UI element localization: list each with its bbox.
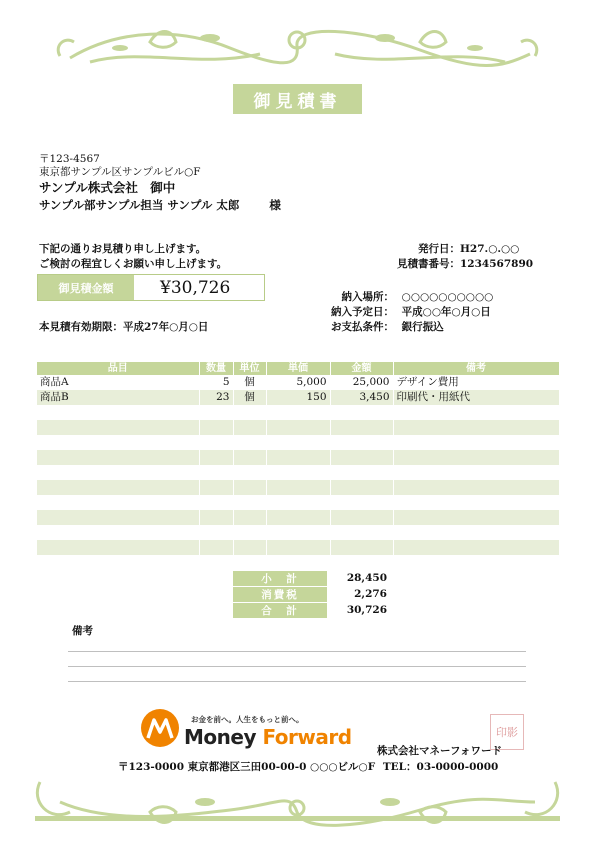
cell-unit-price: [266, 450, 330, 465]
cell-note: 印刷代・用紙代: [393, 390, 559, 405]
cell-item: [37, 480, 199, 495]
cell-unit-price: [266, 555, 330, 570]
cell-unit-price: 5,000: [266, 375, 330, 390]
cell-amount: [330, 525, 393, 540]
delivery-date-value: 平成○○年○月○日: [401, 306, 491, 318]
table-row: [37, 495, 559, 510]
cell-item: 商品B: [37, 390, 199, 405]
issuer-address: 〒123-0000 東京都港区三田00-00-0 ○○○ビル○F: [118, 761, 376, 773]
cell-quantity: [199, 510, 233, 525]
logo-forward-text: Forward: [262, 725, 352, 749]
issuer-company: 株式会社マネーフォワード: [377, 745, 502, 757]
cell-unit: [233, 525, 266, 540]
cell-unit-price: [266, 495, 330, 510]
payment-terms-label: お支払条件：: [331, 321, 394, 333]
table-row: [37, 555, 559, 570]
table-row: [37, 420, 559, 435]
logo-money-text: Money: [184, 725, 256, 749]
recipient-company: サンプル株式会社: [39, 180, 138, 195]
header-quantity: 数量: [199, 362, 233, 375]
cell-note: [393, 555, 559, 570]
delivery-place-label: 納入場所：: [341, 291, 394, 303]
cell-quantity: [199, 480, 233, 495]
cell-amount: [330, 555, 393, 570]
table-row: [37, 540, 559, 555]
cell-quantity: [199, 435, 233, 450]
cell-item: [37, 495, 199, 510]
cell-unit-price: [266, 420, 330, 435]
cell-unit: 個: [233, 390, 266, 405]
items-table: [37, 362, 560, 570]
cell-note: [393, 495, 559, 510]
cell-unit: [233, 435, 266, 450]
estimate-number-row: [385, 256, 533, 271]
header-amount: 金額: [330, 362, 393, 375]
cell-amount: [330, 435, 393, 450]
cell-quantity: [199, 540, 233, 555]
cell-item: [37, 555, 199, 570]
recipient-company-line: [39, 181, 175, 194]
delivery-place-row: [318, 289, 493, 304]
tax-value: 2,276: [354, 588, 387, 600]
cell-unit: 個: [233, 375, 266, 390]
money-forward-logo-icon: [140, 708, 180, 748]
cell-quantity: [199, 495, 233, 510]
recipient-address: 東京都サンプル区サンプルビル○F: [39, 166, 201, 178]
header-item: 品目: [37, 362, 199, 375]
cell-quantity: 23: [199, 390, 233, 405]
subtotal-row: [233, 571, 389, 586]
cell-quantity: 5: [199, 375, 233, 390]
cell-amount: [330, 540, 393, 555]
total-value: 30,726: [346, 604, 387, 616]
total-row: [233, 603, 389, 618]
cell-unit: [233, 555, 266, 570]
cell-note: [393, 450, 559, 465]
cell-note: [393, 465, 559, 480]
cell-quantity: [199, 525, 233, 540]
bottom-ornament: [0, 772, 595, 834]
cell-item: [37, 435, 199, 450]
table-row: [37, 510, 559, 525]
cell-quantity: [199, 405, 233, 420]
top-ornament: [0, 18, 595, 76]
remarks-label: 備考: [72, 625, 93, 637]
cell-item: [37, 525, 199, 540]
cell-note: [393, 435, 559, 450]
cell-amount: 25,000: [330, 375, 393, 390]
validity-row: [39, 319, 208, 334]
cell-item: [37, 540, 199, 555]
table-row: [37, 405, 559, 420]
header-unit-price: 単価: [266, 362, 330, 375]
cell-item: 商品A: [37, 375, 199, 390]
remarks-line-1: [68, 651, 526, 652]
cell-quantity: [199, 465, 233, 480]
tax-row: [233, 587, 389, 602]
estimate-amount-box: [37, 274, 265, 301]
payment-terms-row: [318, 319, 444, 334]
cell-unit-price: [266, 540, 330, 555]
subtotal-value: 28,450: [346, 572, 387, 584]
validity-label: 本見積有効期限：: [39, 321, 123, 333]
cell-unit: [233, 405, 266, 420]
remarks-line-3: [68, 681, 526, 682]
cell-note: [393, 525, 559, 540]
cell-note: [393, 510, 559, 525]
cell-item: [37, 510, 199, 525]
items-table-header: [37, 362, 559, 375]
recipient-honorific: 様: [269, 198, 281, 212]
issuer-logo-wordmark: [184, 725, 352, 749]
cell-unit: [233, 495, 266, 510]
cell-unit: [233, 420, 266, 435]
cell-quantity: [199, 420, 233, 435]
recipient-person: サンプル部サンプル担当 サンプル 太郎: [39, 198, 240, 212]
recipient-company-suffix: 御中: [150, 180, 176, 195]
header-note: 備考: [393, 362, 559, 375]
issue-date-label: 発行日：: [418, 243, 460, 255]
cell-note: デザイン費用: [393, 375, 559, 390]
cell-unit-price: 150: [266, 390, 330, 405]
table-row: [37, 435, 559, 450]
cell-unit-price: [266, 435, 330, 450]
seal-stamp: 印影: [490, 714, 524, 750]
cell-amount: [330, 480, 393, 495]
cell-unit-price: [266, 510, 330, 525]
cell-unit: [233, 465, 266, 480]
cell-note: [393, 420, 559, 435]
estimate-number-value: 1234567890: [460, 258, 534, 270]
cell-unit-price: [266, 405, 330, 420]
cell-unit: [233, 450, 266, 465]
cell-amount: [330, 405, 393, 420]
remarks-line-2: [68, 666, 526, 667]
estimate-amount-label: 御見積金額: [38, 275, 134, 300]
cell-note: [393, 405, 559, 420]
cell-amount: [330, 510, 393, 525]
table-row: [37, 480, 559, 495]
cell-unit-price: [266, 480, 330, 495]
table-row: [37, 450, 559, 465]
delivery-date-label: 納入予定日：: [331, 306, 394, 318]
document-title: 御見積書: [233, 84, 362, 114]
cell-amount: [330, 450, 393, 465]
delivery-date-row: [318, 304, 491, 319]
greeting-line-2: ご検討の程宜しくお願い申し上げます。: [39, 258, 228, 270]
table-row: [37, 390, 559, 405]
cell-amount: 3,450: [330, 390, 393, 405]
cell-amount: [330, 495, 393, 510]
cell-unit: [233, 510, 266, 525]
header-unit: 単位: [233, 362, 266, 375]
cell-item: [37, 465, 199, 480]
table-row: [37, 465, 559, 480]
issue-date-row: [408, 241, 519, 256]
recipient-postal: 〒123-4567: [39, 153, 100, 165]
tax-label: 消費税: [233, 587, 327, 602]
issuer-tel: TEL：03-0000-0000: [382, 761, 499, 773]
table-row: [37, 375, 559, 390]
cell-unit-price: [266, 465, 330, 480]
cell-quantity: [199, 450, 233, 465]
payment-terms-value: 銀行振込: [401, 321, 444, 333]
cell-note: [393, 540, 559, 555]
cell-unit: [233, 480, 266, 495]
cell-item: [37, 405, 199, 420]
cell-unit: [233, 540, 266, 555]
issue-date-value: H27.○.○○: [460, 243, 520, 255]
cell-quantity: [199, 555, 233, 570]
cell-note: [393, 480, 559, 495]
recipient-person-line: [39, 199, 281, 212]
delivery-place-value: ○○○○○○○○○○: [401, 291, 494, 303]
table-row: [37, 525, 559, 540]
cell-amount: [330, 465, 393, 480]
cell-unit-price: [266, 525, 330, 540]
greeting-line-1: 下記の通りお見積り申し上げます。: [39, 243, 207, 255]
cell-item: [37, 420, 199, 435]
estimate-number-label: 見積書番号：: [397, 258, 460, 270]
subtotal-label: 小 計: [233, 571, 327, 586]
estimate-amount-value: ¥30,726: [160, 277, 231, 298]
total-label: 合 計: [233, 603, 327, 618]
issuer-tagline: お金を前へ。人生をもっと前へ。: [191, 715, 304, 724]
validity-value: 平成27年○月○日: [123, 321, 209, 333]
cell-amount: [330, 420, 393, 435]
cell-item: [37, 450, 199, 465]
